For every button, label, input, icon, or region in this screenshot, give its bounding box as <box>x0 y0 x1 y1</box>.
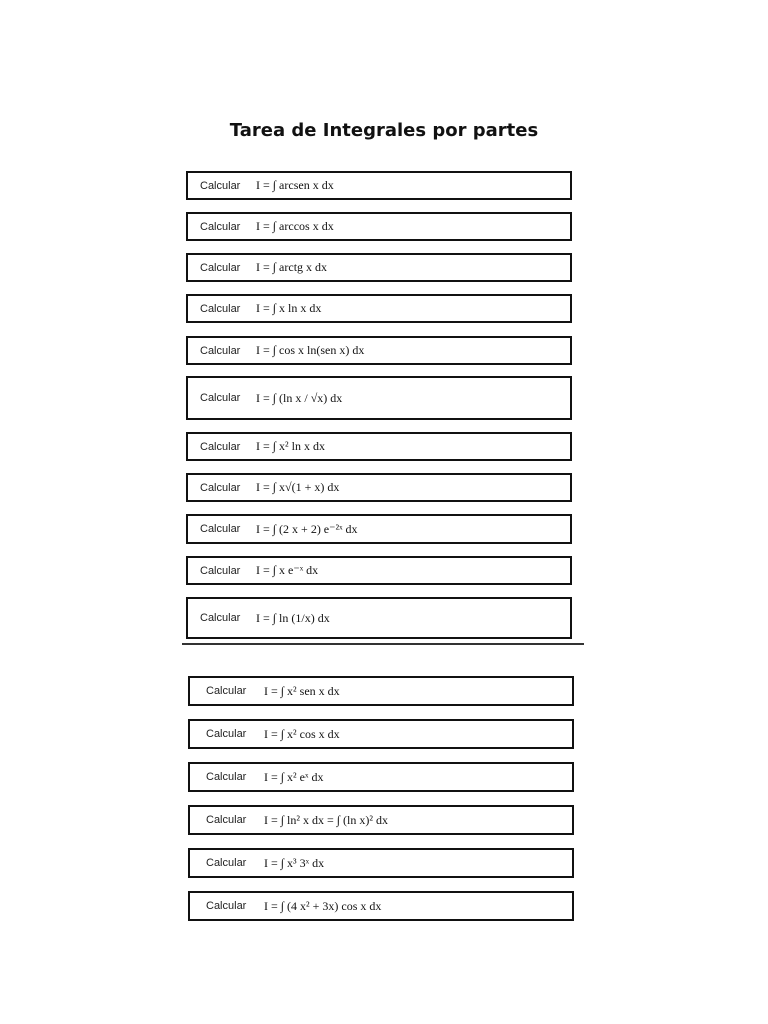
exercise-label: Calcular <box>200 302 241 315</box>
exercise-box <box>186 336 572 365</box>
exercise-equation: I = ∫ x² cos x dx <box>264 726 340 741</box>
exercise-label: Calcular <box>206 814 247 826</box>
exercise-box <box>188 805 574 835</box>
exercise-equation: I = ∫ arccos x dx <box>256 219 334 233</box>
exercise-box <box>188 762 574 792</box>
exercise-box <box>186 556 572 585</box>
exercise-equation: I = ∫ cos x ln(sen x) dx <box>256 343 365 357</box>
exercise-equation: I = ∫ x e⁻ˣ dx <box>256 563 319 577</box>
exercise-box <box>186 376 572 420</box>
exercise-label: Calcular <box>200 612 241 624</box>
exercise-label: Calcular <box>200 220 241 233</box>
exercise-equation: I = ∫ ln² x dx = ∫ (ln x)² dx <box>264 812 388 827</box>
exercise-label: Calcular <box>200 261 241 274</box>
exercise-equation: I = ∫ x√(1 + x) dx <box>256 480 340 494</box>
exercise-box <box>188 848 574 878</box>
exercise-equation: I = ∫ x² eˣ dx <box>264 769 324 784</box>
exercise-label: Calcular <box>200 392 241 404</box>
exercise-label: Calcular <box>200 344 241 357</box>
exercise-label: Calcular <box>206 685 247 697</box>
exercise-box <box>188 719 574 749</box>
exercise-box <box>186 597 572 639</box>
exercise-equation: I = ∫ x ln x dx <box>256 301 322 315</box>
exercise-label: Calcular <box>206 771 247 783</box>
exercise-box <box>186 514 572 544</box>
exercise-box <box>188 676 574 706</box>
exercise-box <box>186 432 572 461</box>
exercise-label: Calcular <box>200 564 241 577</box>
exercise-equation: I = ∫ x³ 3ˣ dx <box>264 855 325 870</box>
exercise-box <box>186 473 572 502</box>
exercise-label: Calcular <box>206 900 247 912</box>
exercise-label: Calcular <box>200 440 241 453</box>
exercise-equation: I = ∫ (4 x² + 3x) cos x dx <box>264 898 382 913</box>
exercise-label: Calcular <box>200 481 241 494</box>
exercise-box <box>186 212 572 241</box>
exercise-equation: I = ∫ (ln x / √x) dx <box>256 390 343 405</box>
exercise-label: Calcular <box>206 728 247 740</box>
exercise-equation: I = ∫ x² ln x dx <box>256 439 325 453</box>
exercise-equation: I = ∫ (2 x + 2) e⁻²ˣ dx <box>256 521 358 536</box>
exercise-label: Calcular <box>206 857 247 869</box>
exercise-box <box>186 294 572 323</box>
exercise-label: Calcular <box>200 523 241 535</box>
section-divider <box>182 643 584 645</box>
exercise-box <box>186 171 572 200</box>
exercise-equation: I = ∫ arctg x dx <box>256 260 328 274</box>
exercise-box <box>188 891 574 921</box>
exercise-equation: I = ∫ arcsen x dx <box>256 178 334 192</box>
page-title: Tarea de Integrales por partes <box>229 120 539 141</box>
exercise-equation: I = ∫ x² sen x dx <box>264 683 340 698</box>
exercise-equation: I = ∫ ln (1/x) dx <box>256 610 330 625</box>
exercise-label: Calcular <box>200 179 241 192</box>
exercise-box <box>186 253 572 282</box>
